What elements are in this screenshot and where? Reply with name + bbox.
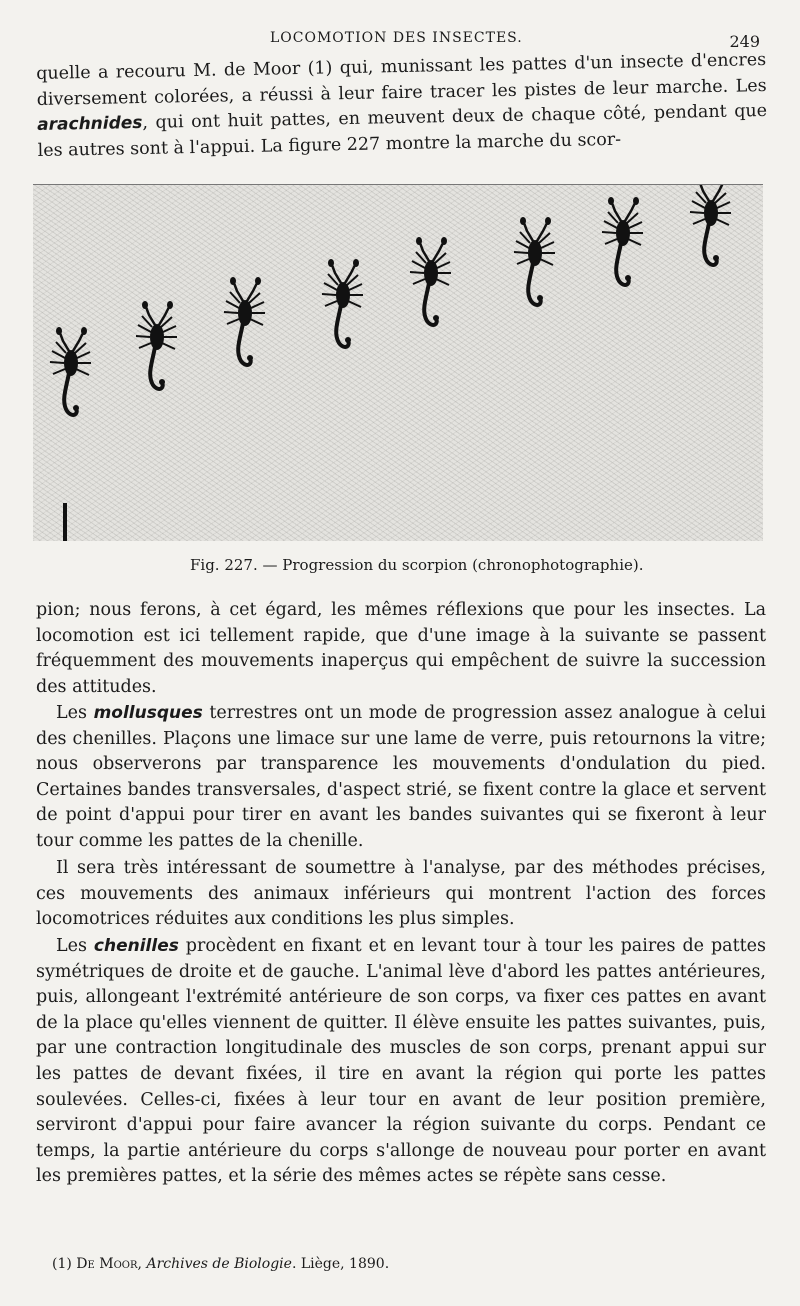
scorpion-frame-3: [224, 277, 265, 365]
paragraph-text: procèdent en fixant et en levant tour à tour les paires de pattes symétriques de droite et de gauche. L'animal lève d'abord les pattes antérieures, puis, allongeant l'extrémité antérieure de son corps, va fixer ces pattes en avant de la place qu'elles viennent de quitter. Il élève ensuite les pattes suivantes, puis, par une contraction longitudinale des muscles de son corps, prenant appui sur les pattes de devant fixées, il tire en avant la région qui porte les pattes soulevées. Celles-ci, fixées à leur tour en avant de leur position première, serviront d'appui pour faire avancer la région suivante du corps. Pendant ce temps, la partie antérieure du corps s'allonge de nouveau pour porter en avant les premières pattes, et la série des mêmes actes se répète sans cesse.: [36, 936, 766, 1187]
paragraph-text: Les: [56, 703, 94, 723]
scorpion-frame-8: [690, 185, 731, 265]
scorpion-frame-4: [322, 259, 363, 347]
footnote: (1) De Moor, Archives de Biologie. Liège, 1890.: [52, 1256, 390, 1272]
figure-edge-mark: [63, 503, 67, 541]
paragraph-analyse: [36, 856, 766, 933]
scorpion-frame-5: [410, 237, 451, 325]
paragraph-chenilles: [36, 934, 766, 1190]
footnote-place-year: . Liège, 1890.: [291, 1256, 390, 1272]
scorpion-frame-1: [50, 327, 91, 415]
footnote-marker: (1): [52, 1256, 72, 1272]
scorpion-frame-6: [514, 217, 555, 305]
paragraph-text: Les: [56, 936, 94, 956]
scorpion-illustration: [33, 185, 763, 541]
footnote-author: De Moor: [76, 1256, 138, 1272]
running-head: LOCOMOTION DES INSECTES.: [270, 30, 523, 46]
paragraph-text: , qui ont huit pattes, en meuvent deux de chaque côté, pendant que les autres sont à l'appui. La figure 227 montre la marche du scor-: [37, 101, 768, 161]
footnote-journal: Archives de Biologie: [146, 1256, 292, 1272]
scorpion-frame-7: [602, 197, 643, 285]
keyword-chenilles: chenilles: [93, 936, 179, 956]
scorpion-frame-2: [136, 301, 177, 389]
paragraph-mollusques: [36, 701, 766, 855]
paragraph-scorpion: pion; nous ferons, à cet égard, les mêmes réflexions que pour les insectes. La locomotion est ici tellement rapide, que d'une image à la suivante se passent fréquemment des mouvements inaperçus qui empêchent de suivre la succession des attitudes.: [36, 600, 766, 697]
scorpion-figure: [33, 184, 763, 541]
figure-caption: Fig. 227. — Progression du scorpion (chronophotographie).: [190, 556, 644, 574]
page-number: 249: [729, 32, 760, 51]
keyword-mollusques: mollusques: [93, 703, 203, 723]
paragraph-text: Il sera très intéressant de soumettre à l'analyse, par des méthodes précises, ces mouvements des animaux inférieurs qui montrent l'action des forces locomotrices réduites aux conditions les plus simples.: [36, 858, 766, 930]
paragraph-text: quelle a recouru M. de Moor (1) qui, munissant les pattes d'un insecte d'encres diversement colorées, a réussi à leur faire tracer les pistes de leur marche. Les: [36, 49, 767, 110]
paragraph-moor: [36, 48, 768, 164]
keyword-arachnides: arachnides: [37, 113, 143, 136]
paragraph-text: terrestres ont un mode de progression assez analogue à celui des chenilles. Plaçons une limace sur une lame de verre, puis retournons la vitre; nous observerons par transparence les mouvements d'ondulation du pied. Certaines bandes transversales, d'aspect strié, se fixent contre la glace et servent de point d'appui pour tirer en avant les bandes suivantes qui se fixeront à leur tour comme les pattes de la chenille.: [36, 703, 767, 851]
